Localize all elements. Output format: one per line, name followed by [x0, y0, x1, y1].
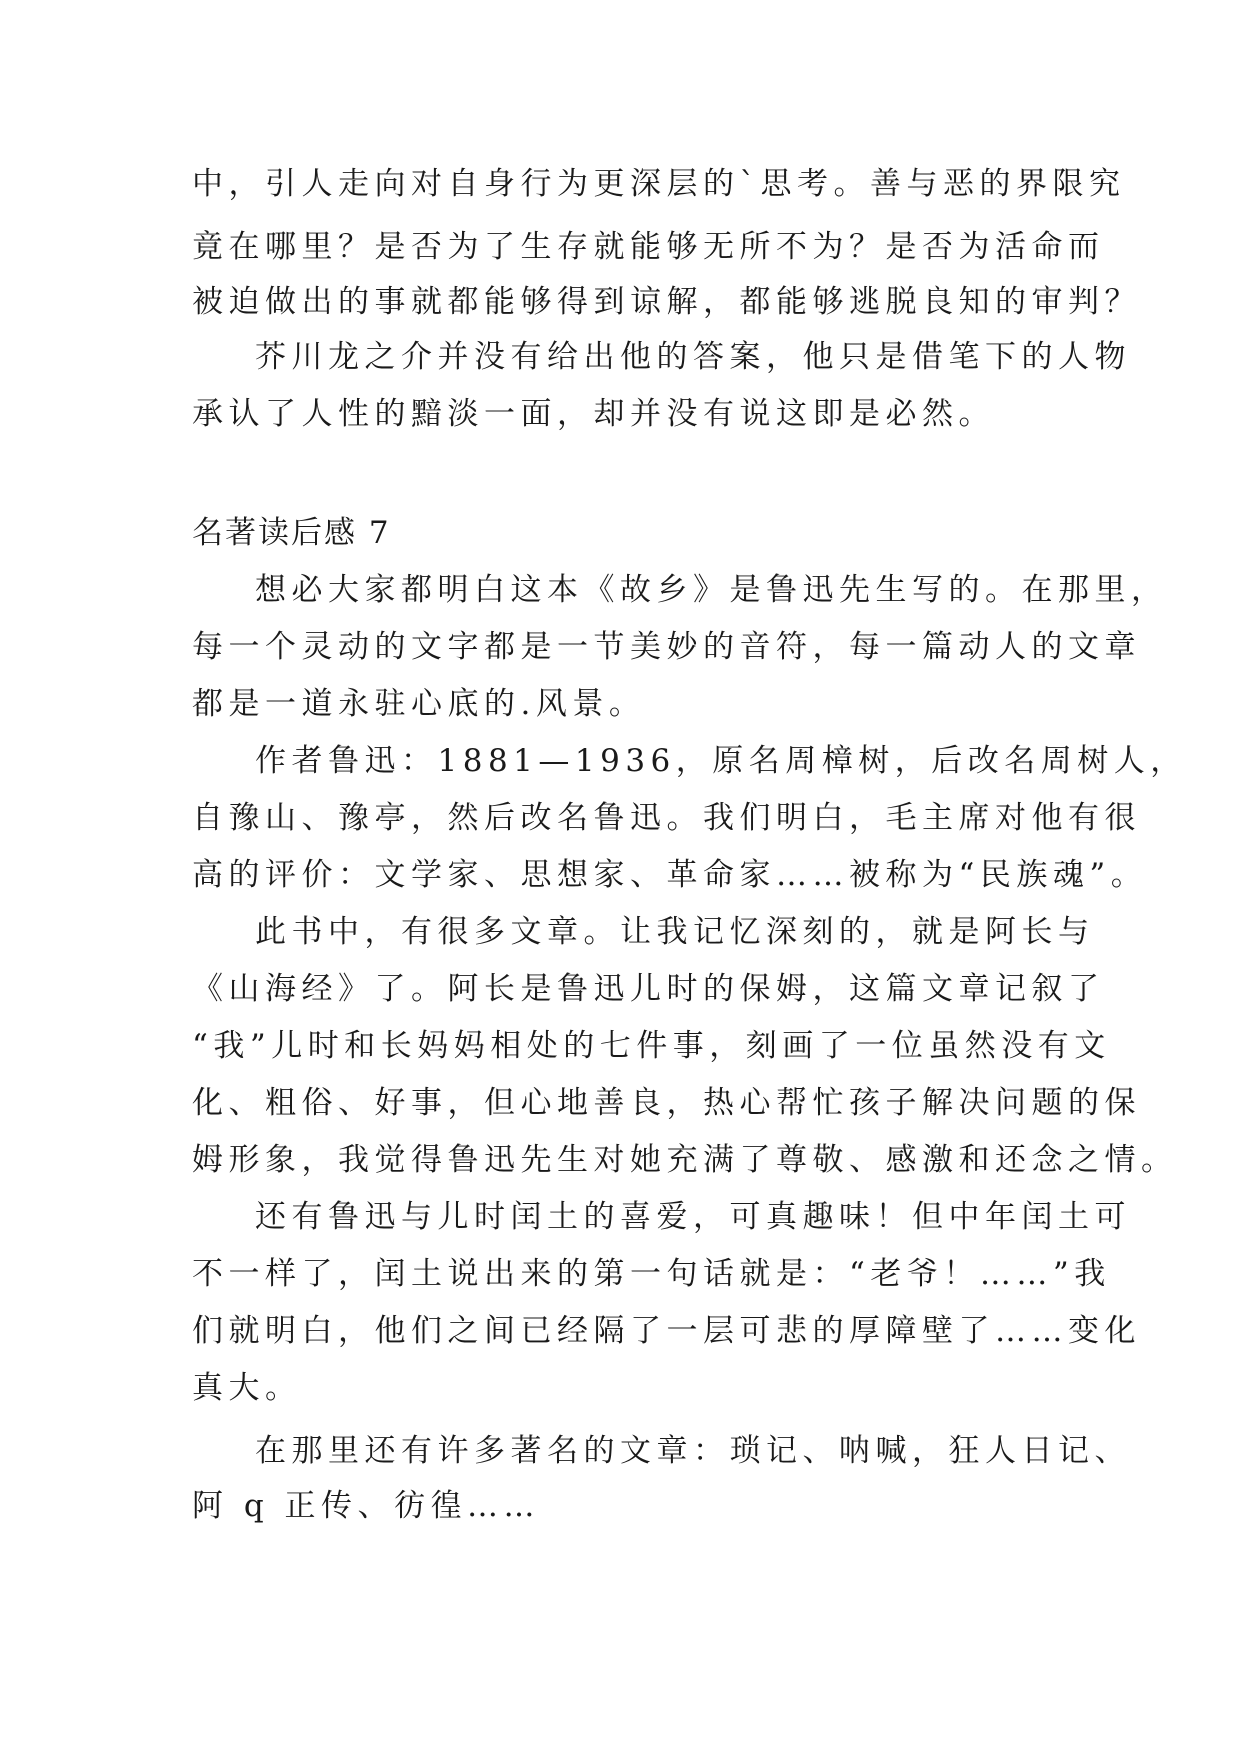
- text-line: 竟在哪里？是否为了生存就能够无所不为？是否为活命而: [192, 229, 1105, 265]
- text-line: 真大。: [192, 1370, 302, 1406]
- text-line: 都是一道永驻心底的.风景。: [192, 686, 646, 722]
- text-line: 此书中，有很多文章。让我记忆深刻的，就是阿长与: [255, 914, 1095, 950]
- section-title: 名著读后感 7: [192, 515, 391, 551]
- text-line: 芥川龙之介并没有给出他的答案，他只是借笔下的人物: [255, 339, 1131, 375]
- text-line: 作者鲁迅：1881—1936，原名周樟树，后改名周树人，: [255, 743, 1187, 779]
- text-line: “我”儿时和长妈妈相处的七件事，刻画了一位虽然没有文: [192, 1028, 1111, 1064]
- text-line: 自豫山、豫亭，然后改名鲁迅。我们明白，毛主席对他有很: [192, 800, 1141, 836]
- text-line: 《山海经》了。阿长是鲁迅儿时的保姆，这篇文章记叙了: [192, 971, 1105, 1007]
- text-line: 还有鲁迅与儿时闰土的喜爱，可真趣味！但中年闰土可: [255, 1199, 1131, 1235]
- text-line: 高的评价：文学家、思想家、革命家……被称为“民族魂”。: [192, 857, 1148, 893]
- text-line: 想必大家都明白这本《故乡》是鲁迅先生写的。在那里，: [255, 572, 1168, 608]
- text-line: 在那里还有许多著名的文章：琐记、呐喊，狂人日记、: [255, 1433, 1131, 1469]
- text-line: 不一样了，闰土说出来的第一句话就是：“老爷！……”我: [192, 1256, 1111, 1292]
- text-line: 承认了人性的黯淡一面，却并没有说这即是必然。: [192, 396, 995, 432]
- text-line: 化、粗俗、好事，但心地善良，热心帮忙孩子解决问题的保: [192, 1085, 1141, 1121]
- text-line: 阿 q 正传、彷徨……: [192, 1488, 541, 1524]
- text-line: 们就明白，他们之间已经隔了一层可悲的厚障壁了……变化: [192, 1313, 1141, 1349]
- text-line: 中，引人走向对自身行为更深层的`思考。善与恶的界限究: [192, 166, 1126, 202]
- text-line: 被迫做出的事就都能够得到谅解，都能够逃脱良知的审判？: [192, 284, 1141, 320]
- text-line: 姆形象，我觉得鲁迅先生对她充满了尊敬、感激和还念之情。: [192, 1142, 1178, 1178]
- text-line: 每一个灵动的文字都是一节美妙的音符，每一篇动人的文章: [192, 629, 1141, 665]
